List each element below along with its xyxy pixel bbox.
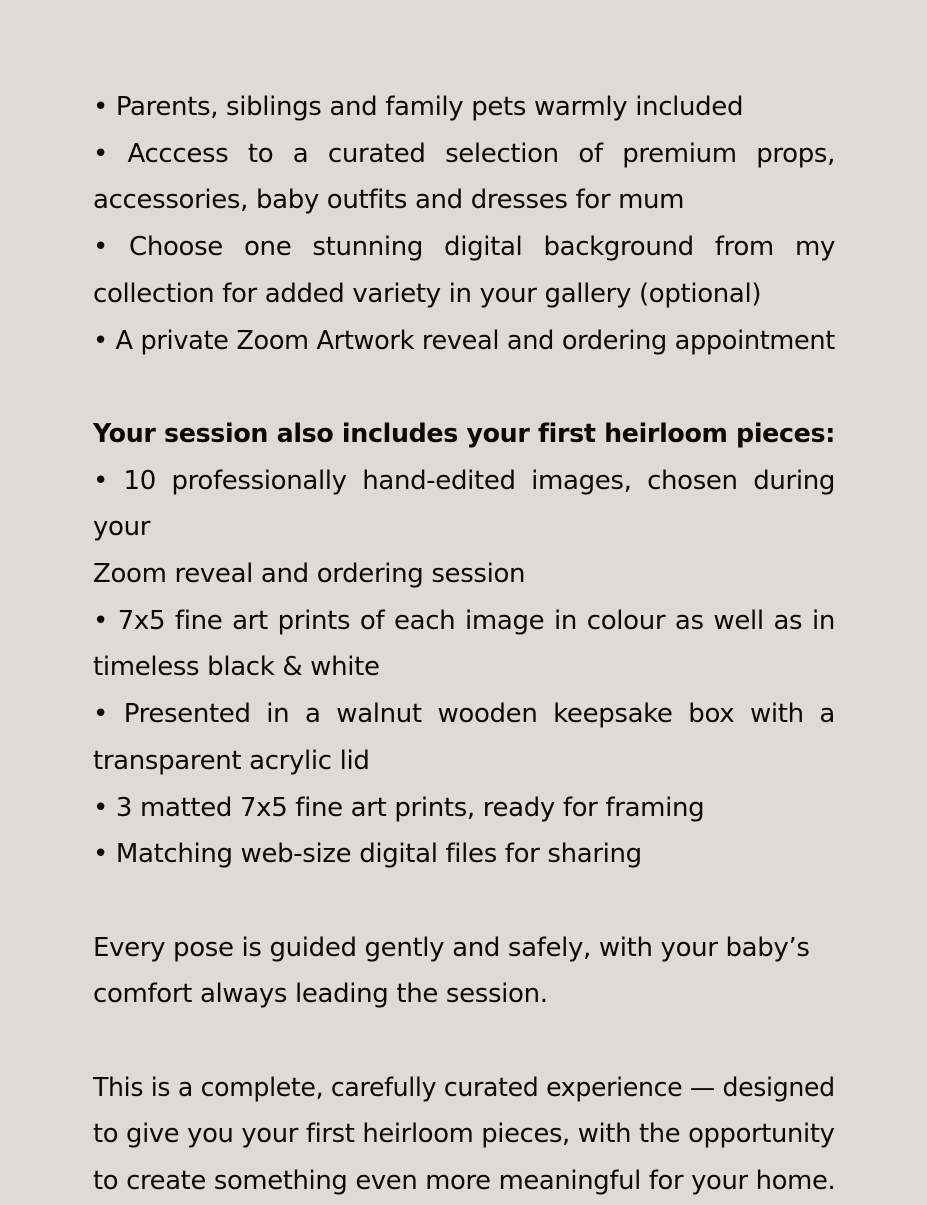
list-item [93, 831, 835, 878]
paragraph-line: comfort always leading the session. [93, 979, 548, 1010]
document-content [93, 84, 835, 1205]
list-item-line: • Matching web-size digital files for sharing [93, 839, 642, 870]
list-item-line: • A private Zoom Artwork reveal and ordering appointment [93, 325, 835, 356]
list-item-line: accessories, baby outfits and dresses for mum [93, 185, 685, 216]
list-item [93, 785, 835, 832]
paragraph-line: to create something even more meaningful for your home. [93, 1166, 836, 1197]
paragraph-line: This is a complete, carefully curated experience — designed [93, 1072, 835, 1103]
list-item-line: • Parents, siblings and family pets warmly included [93, 92, 744, 122]
closing-paragraph [93, 1065, 835, 1205]
list-item-line: • 7x5 fine art prints of each image in colour as well as in [93, 605, 835, 636]
list-item-line: • Choose one stunning digital background from my [93, 232, 835, 263]
paragraph-line: Every pose is guided gently and safely, with your baby’s [93, 932, 810, 963]
list-item [93, 458, 835, 598]
list-item [93, 224, 835, 317]
list-item-line: collection for added variety in your gallery (optional) [93, 278, 762, 309]
list-item-line: • Presented in a walnut wooden keepsake box with a [93, 699, 835, 730]
spacer [93, 364, 835, 411]
paragraph-line: to give you your first heirloom pieces, with the opportunity [93, 1119, 835, 1150]
list-item-line: transparent acrylic lid [93, 745, 370, 776]
list-item [93, 131, 835, 224]
list-item-line: • Acccess to a curated selection of premium props, [93, 138, 835, 169]
list-item-line: • 3 matted 7x5 fine art prints, ready for framing [93, 792, 705, 823]
section-heading: Your session also includes your first heirloom pieces: [93, 418, 835, 449]
pose-paragraph [93, 925, 835, 1018]
spacer [93, 1018, 835, 1065]
spacer [93, 878, 835, 925]
inclusions-list [93, 84, 835, 364]
list-item-line: Zoom reveal and ordering session [93, 559, 526, 590]
list-item [93, 84, 835, 131]
list-item [93, 691, 835, 784]
list-item [93, 318, 835, 365]
heirloom-list [93, 458, 835, 878]
list-item-line: • 10 professionally hand-edited images, chosen during your [93, 465, 835, 543]
list-item-line: timeless black & white [93, 652, 380, 683]
list-item [93, 598, 835, 691]
